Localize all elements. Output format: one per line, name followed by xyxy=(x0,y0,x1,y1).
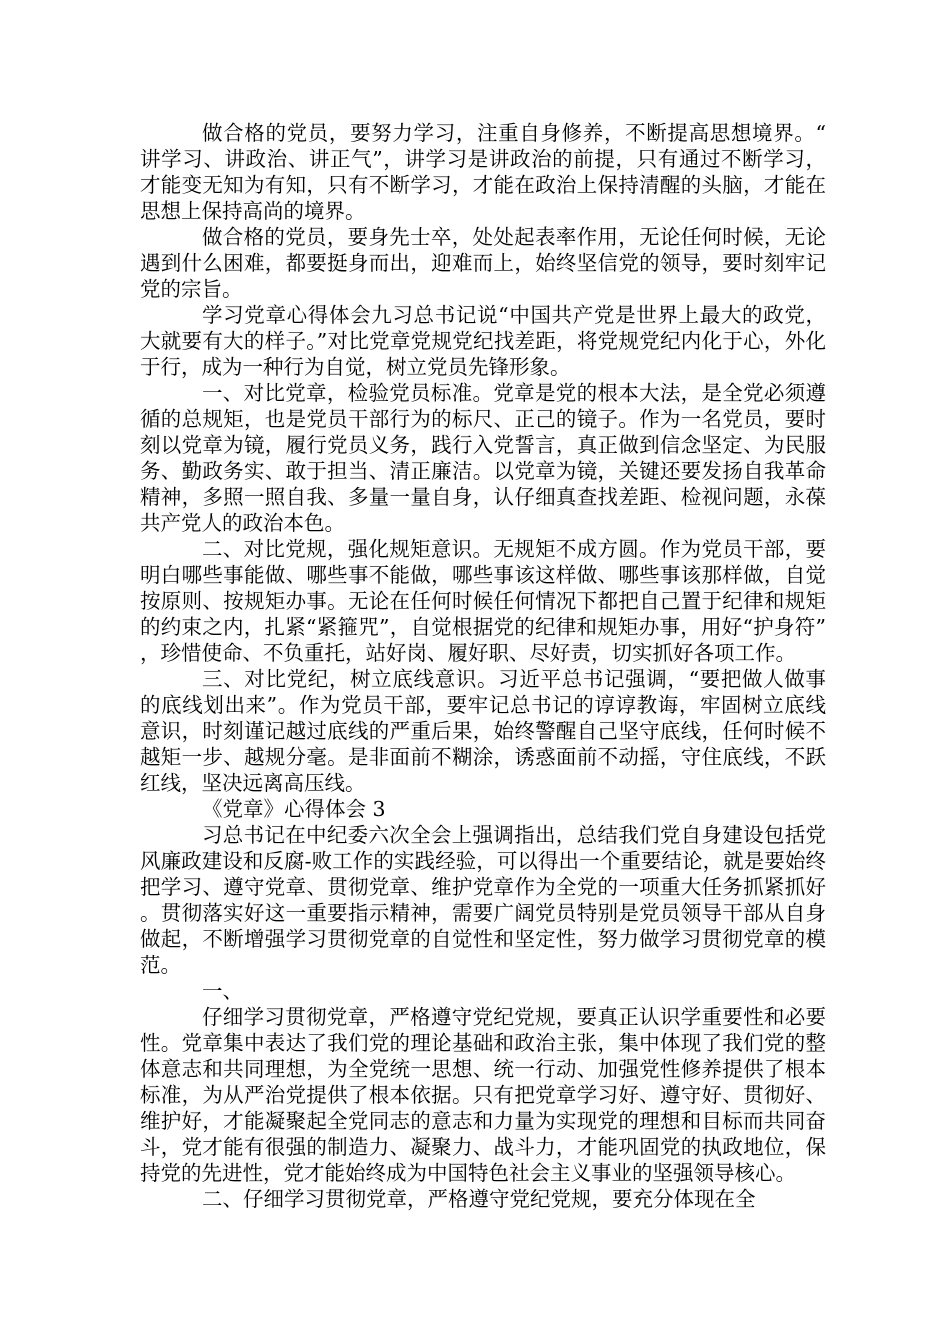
paragraph: 三、对比党纪，树立底线意识。习近平总书记强调，“要把做人做事的底线划出来”。作为党员干部，要牢记总书记的谆谆教诲，牢固树立底线意识，时刻谨记越过底线的严重后果，始终警醒自己坚守底线，任何时候不越矩一步、越规分毫。是非面前不糊涂，诱惑面前不动摇，守住底线，不跃红线，坚决远离高压线。 xyxy=(140,667,826,795)
paragraph: 学习党章心得体会九习总书记说“中国共产党是世界上最大的政党，大就要有大的样子。”对比党章党规党纪找差距，将党规党纪内化于心，外化于行，成为一种行为自觉，树立党员先锋形象。 xyxy=(140,303,826,379)
paragraph: 二、仔细学习贯彻党章，严格遵守党纪党规，要充分体现在全 xyxy=(202,1187,756,1211)
paragraph: 做合格的党员，要身先士卒，处处起表率作用，无论任何时候，无论遇到什么困难，都要挺身而出，迎难而上，始终坚信党的领导，要时刻牢记党的宗旨。 xyxy=(140,225,826,301)
paragraph: 习总书记在中纪委六次全会上强调指出，总结我们党自身建设包括党风廉政建设和反腐-败工作的实践经验，可以得出一个重要结论，就是要始终把学习、遵守党章、贯彻党章、维护党章作为全党的一项重大任务抓紧抓好。贯彻落实好这一重要指示精神，需要广阔党员特别是党员领导干部从自身做起，不断增强学习贯彻党章的自觉性和坚定性，努力做学习贯彻党章的模范。 xyxy=(140,823,826,977)
paragraph: 一、对比党章，检验党员标准。党章是党的根本大法，是全党必须遵循的总规矩，也是党员干部行为的标尺、正己的镜子。作为一名党员，要时刻以党章为镜，履行党员义务，践行入党誓言，真正做到信念坚定、为民服务、勤政务实、敢于担当、清正廉洁。以党章为镜，关键还要发扬自我革命精神，多照一照自我、多量一量自身，认仔细真查找差距、检视问题，永葆共产党人的政治本色。 xyxy=(140,381,826,535)
paragraph: 二、对比党规，强化规矩意识。无规矩不成方圆。作为党员干部，要明白哪些事能做、哪些事不能做，哪些事该这样做、哪些事该那样做，自觉按原则、按规矩办事。无论在任何时候任何情况下都把自己置于纪律和规矩的约束之内，扎紧“紧箍咒”，自觉根据党的纪律和规矩办事，用好“护身符”，珍惜使命、不负重托，站好岗、履好职、尽好责，切实抓好各项工作。 xyxy=(140,537,826,665)
paragraph: 一、 xyxy=(202,979,243,1003)
section-title: 《党章》心得体会 3 xyxy=(202,797,386,821)
document-page xyxy=(140,120,826,1212)
paragraph: 做合格的党员，要努力学习，注重自身修养，不断提高思想境界。“讲学习、讲政治、讲正气”，讲学习是讲政治的前提，只有通过不断学习，才能变无知为有知，只有不断学习，才能在政治上保持清醒的头脑，才能在思想上保持高尚的境界。 xyxy=(140,121,826,223)
paragraph: 仔细学习贯彻党章，严格遵守党纪党规，要真正认识学重要性和必要性。党章集中表达了我们党的理论基础和政治主张，集中体现了我们党的整体意志和共同理想，为全党统一思想、统一行动、加强党性修养提供了根本标准，为从严治党提供了根本依据。只有把党章学习好、遵守好、贯彻好、维护好，才能凝聚起全党同志的意志和力量为实现党的理想和目标而共同奋斗，党才能有很强的制造力、凝聚力、战斗力，才能巩固党的执政地位，保持党的先进性，党才能始终成为中国特色社会主义事业的坚强领导核心。 xyxy=(140,1005,826,1185)
